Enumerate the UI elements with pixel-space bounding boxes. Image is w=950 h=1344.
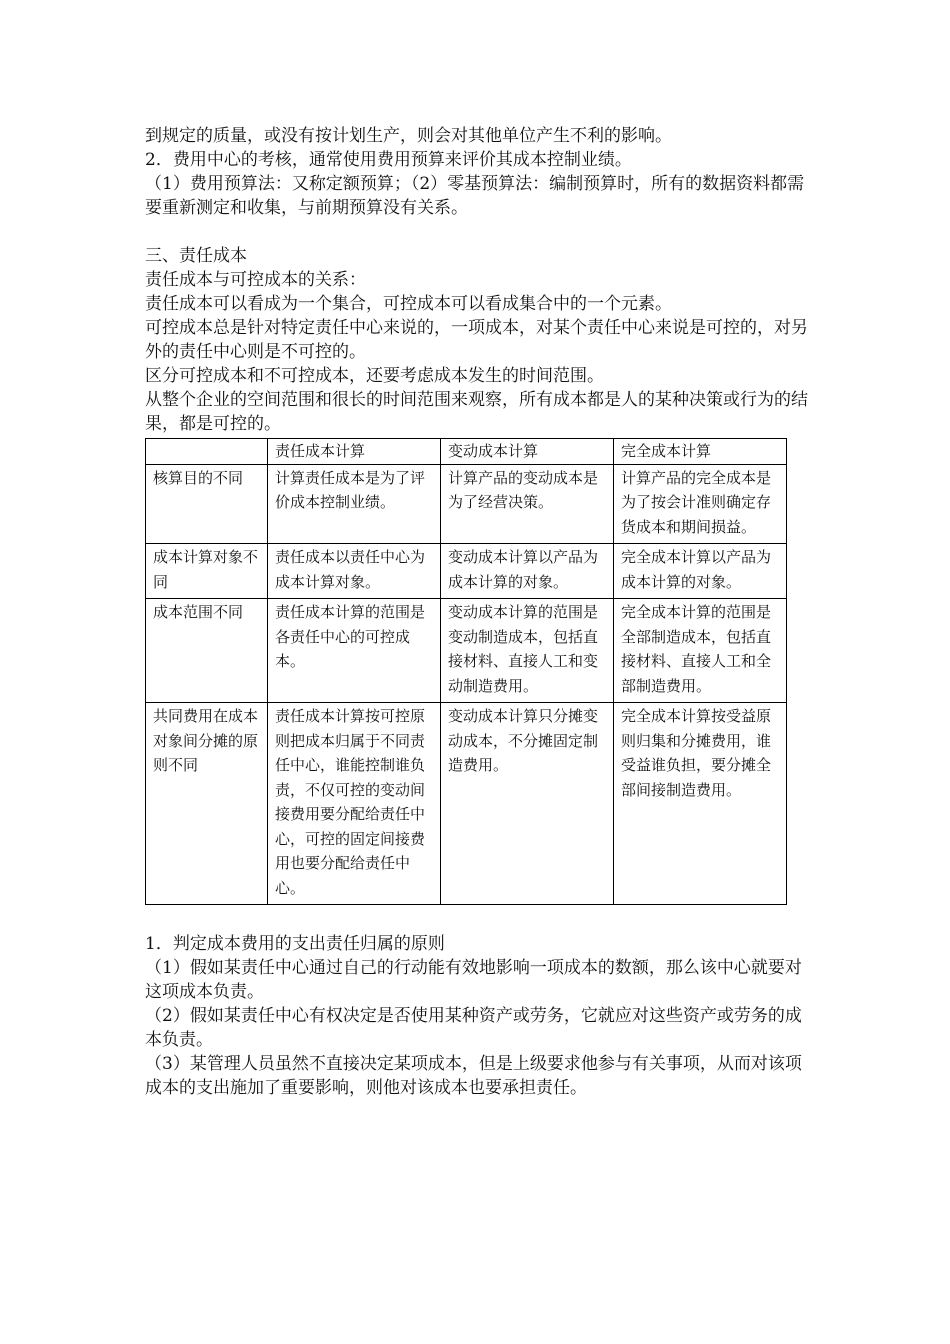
table-cell: 变动成本计算以产品为成本计算的对象。 [441,544,614,599]
table-cell: 责任成本计算的范围是各责任中心的可控成本。 [268,599,441,703]
section-line-4: 区分可控成本和不可控成本，还要考虑成本发生的时间范围。 [145,366,604,386]
table-cell: 责任成本计算按可控原则把成本归属于不同责任中心，谁能控制谁负责，不仅可控的变动间接费用要分配给责任中心，可控的固定间接费用也要分配给责任中心。 [268,703,441,905]
principle-item-1: （1）假如某责任中心通过自己的行动能有效地影响一项成本的数额，那么该中心就要对这项成本负责。 [145,958,802,1002]
table-cell: 计算责任成本是为了评价成本控制业绩。 [268,464,441,544]
table-cell: 核算目的不同 [146,464,268,544]
table-row [146,544,787,599]
section-line-1: 责任成本与可控成本的关系： [145,270,366,290]
comparison-table [145,438,787,905]
table-cell: 计算产品的完全成本是为了按会计准则确定存货成本和期间损益。 [614,464,787,544]
principles-section [145,932,810,1100]
table-header-cell: 完全成本计算 [614,439,787,465]
intro-line-2: 2．费用中心的考核，通常使用费用预算来评价其成本控制业绩。 [145,150,632,170]
table-row [146,599,787,703]
table-cell: 完全成本计算以产品为成本计算的对象。 [614,544,787,599]
table-row [146,703,787,905]
section-line-5: 从整个企业的空间范围和很长的时间范围来观察，所有成本都是人的某种决策或行为的结果，都是可控的。 [145,390,808,434]
intro-line-3: （1）费用预算法：又称定额预算；（2）零基预算法：编制预算时，所有的数据资料都需要重新测定和收集，与前期预算没有关系。 [145,174,805,218]
table-cell: 完全成本计算的范围是全部制造成本，包括直接材料、直接人工和全部制造费用。 [614,599,787,703]
table-cell: 变动成本计算只分摊变动成本，不分摊固定制造费用。 [441,703,614,905]
section-line-3: 可控成本总是针对特定责任中心来说的，一项成本，对某个责任中心来说是可控的，对另外的责任中心则是不可控的。 [145,318,808,362]
intro-line-1: 到规定的质量，或没有按计划生产，则会对其他单位产生不利的影响。 [145,126,672,146]
section-line-2: 责任成本可以看成为一个集合，可控成本可以看成集合中的一个元素。 [145,294,672,314]
table-cell: 责任成本以责任中心为成本计算对象。 [268,544,441,599]
document-page [145,124,810,1100]
table-cell: 成本范围不同 [146,599,268,703]
table-cell: 完全成本计算按受益原则归集和分摊费用，谁受益谁负担，要分摊全部间接制造费用。 [614,703,787,905]
table-cell: 成本计算对象不同 [146,544,268,599]
principles-heading: 1．判定成本费用的支出责任归属的原则 [145,934,445,954]
section-heading: 三、责任成本 [145,246,247,266]
table-header-cell: 变动成本计算 [441,439,614,465]
table-header-cell [146,439,268,465]
table-row [146,464,787,544]
principle-item-2: （2）假如某责任中心有权决定是否使用某种资产或劳务，它就应对这些资产或劳务的成本负责。 [145,1006,802,1050]
table-header-cell: 责任成本计算 [268,439,441,465]
table-cell: 计算产品的变动成本是为了经营决策。 [441,464,614,544]
table-cell: 变动成本计算的范围是变动制造成本，包括直接材料、直接人工和变动制造费用。 [441,599,614,703]
spacer [145,220,810,244]
principle-item-3: （3）某管理人员虽然不直接决定某项成本，但是上级要求他参与有关事项，从而对该项成本的支出施加了重要影响，则他对该成本也要承担责任。 [145,1054,802,1098]
table-cell: 共同费用在成本对象间分摊的原则不同 [146,703,268,905]
table-header-row [146,439,787,465]
